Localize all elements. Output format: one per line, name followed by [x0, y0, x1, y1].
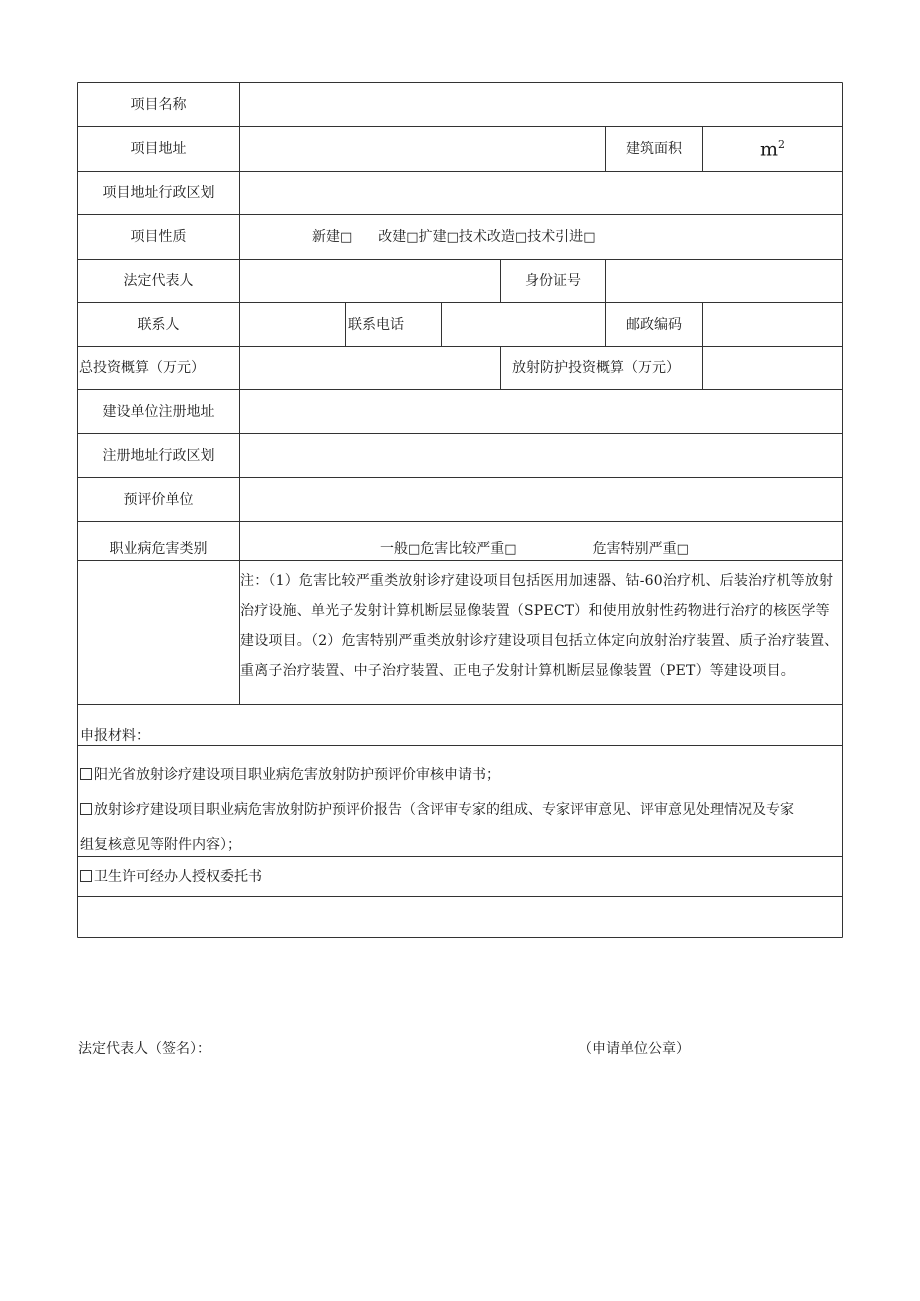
total-invest-label: 总投资概算（万元）: [79, 360, 205, 376]
nature-option-tech-import[interactable]: 技术引进□: [527, 229, 596, 245]
hazard-option-general[interactable]: 一般□: [380, 541, 421, 557]
hazard-options: [380, 542, 689, 556]
project-address-field[interactable]: [240, 127, 605, 171]
admin-division-field[interactable]: [240, 172, 842, 214]
radiation-invest-label: 放射防护投资概算（万元）: [512, 360, 680, 376]
checkbox-icon[interactable]: [80, 870, 92, 882]
reg-division-label: 注册地址行政区划: [102, 448, 215, 464]
total-invest-field[interactable]: [240, 347, 500, 389]
checkbox-icon[interactable]: [80, 768, 92, 780]
project-name-field[interactable]: [240, 83, 842, 126]
building-area-field[interactable]: [760, 139, 785, 159]
postcode-field[interactable]: [703, 303, 842, 346]
checkbox-icon: □: [340, 230, 353, 245]
area-unit: m: [760, 138, 779, 161]
seal-label: （申请单位公章）: [578, 1041, 690, 1057]
signature-label: 法定代表人（签名）：: [78, 1041, 211, 1057]
contact-label: 联系人: [137, 317, 180, 333]
id-number-field[interactable]: [606, 260, 842, 302]
legal-rep-field[interactable]: [240, 260, 500, 302]
reg-address-label: 建设单位注册地址: [102, 404, 215, 420]
material-item-report[interactable]: 放射诊疗建设项目职业病危害放射防护预评价报告（含评审专家的组成、专家评审意见、评审意见处理情况及专家: [80, 803, 794, 817]
material-item-application[interactable]: 阳光省放射诊疗建设项目职业病危害放射防护预评价审核申请书；: [80, 768, 500, 782]
checkbox-icon: □: [504, 542, 517, 557]
checkbox-icon: □: [446, 230, 459, 245]
hazard-note: 注：（1）危害比较严重类放射诊疗建设项目包括医用加速器、钴-60治疗机、后装治疗机等放射治疗设施、单光子发射计算机断层显像装置（SPECT）和使用放射性药物进行治疗的核医学等建设项目。（2）危害特别严重类放射诊疗建设项目包括立体定向放射治疗装置、质子治疗装置、重离子治疗装置、中子治疗装置、正电子发射计算机断层显像装置（PET）等建设项目。: [240, 573, 839, 679]
admin-division-label: 项目地址行政区划: [102, 185, 215, 201]
hazard-option-very-serious[interactable]: 危害特别严重□: [592, 541, 689, 557]
checkbox-icon: □: [406, 230, 419, 245]
legal-rep-label: 法定代表人: [123, 273, 194, 289]
checkbox-icon[interactable]: [80, 803, 92, 815]
materials-blank-row[interactable]: [78, 897, 842, 937]
nature-option-expand[interactable]: 扩建□: [418, 229, 459, 245]
checkbox-icon: □: [514, 230, 528, 245]
reg-division-field[interactable]: [240, 434, 842, 477]
project-nature-options: [312, 230, 595, 244]
phone-label: 联系电话: [348, 317, 404, 333]
contact-field[interactable]: [240, 303, 345, 346]
pre-eval-unit-field[interactable]: [240, 478, 842, 521]
materials-title: 申报材料：: [80, 728, 150, 744]
project-name-label: 项目名称: [130, 97, 187, 113]
material-item-report-cont: 组复核意见等附件内容）；: [80, 837, 241, 853]
postcode-label: 邮政编码: [626, 317, 682, 333]
hazard-category-label: 职业病危害类别: [109, 541, 208, 557]
nature-option-new[interactable]: 新建□: [312, 229, 353, 245]
reg-address-field[interactable]: [240, 390, 842, 433]
id-number-label: 身份证号: [525, 273, 581, 289]
phone-field[interactable]: [442, 303, 605, 346]
hazard-option-serious[interactable]: 危害比较严重□: [420, 541, 517, 557]
checkbox-icon: □: [583, 230, 596, 245]
area-unit-sup: 2: [778, 138, 786, 151]
radiation-invest-field[interactable]: [703, 347, 842, 389]
material-item-authorization[interactable]: 卫生许可经办人授权委托书: [80, 870, 262, 884]
building-area-label: 建筑面积: [626, 141, 682, 157]
project-nature-label: 项目性质: [130, 229, 187, 245]
nature-option-rebuild[interactable]: 改建□: [378, 229, 419, 245]
checkbox-icon: □: [408, 542, 421, 557]
project-address-label: 项目地址: [130, 141, 187, 157]
nature-option-tech-reform[interactable]: 技术改造□: [458, 229, 528, 245]
checkbox-icon: □: [676, 542, 689, 557]
pre-eval-unit-label: 预评价单位: [123, 492, 194, 508]
